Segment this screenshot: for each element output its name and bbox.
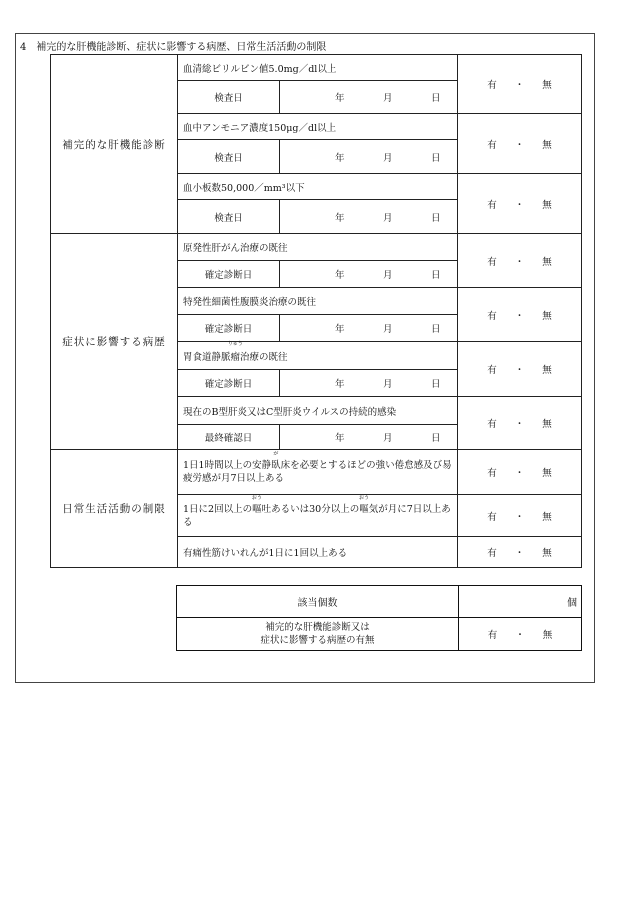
varices-yes-no[interactable]: 有 ・ 無 [458,342,582,397]
history-category: 症状に影響する病歴 [51,234,178,450]
count-field[interactable]: 個 [459,586,582,618]
hcc-yes-no[interactable]: 有 ・ 無 [458,234,582,288]
bilirubin-yes-no[interactable]: 有 ・ 無 [458,55,582,114]
platelet-yes-no[interactable]: 有 ・ 無 [458,174,582,234]
exam-date-field[interactable]: 年 月 日 [280,200,458,234]
cramp-item: 有痛性筋けいれんが1日に1回以上ある [178,537,458,568]
adl-category: 日常生活活動の制限 [51,450,178,568]
liver-category: 補完的な肝機能診断 [51,55,178,234]
diagnosis-date-label: 確定診断日 [178,315,280,342]
presence-yes-no[interactable]: 有 ・ 無 [459,618,582,651]
section-title: 4 補完的な肝機能診断、症状に影響する病歴、日常生活活動の制限 [20,42,327,53]
vomit-item: 1日に2回以上の おう 嘔吐あるいは30分以上の おう 嘔気が月に7日以上ある [178,495,458,537]
diagnosis-date-label: 確定診断日 [178,261,280,288]
ammonia-yes-no[interactable]: 有 ・ 無 [458,114,582,174]
assessment-table [50,54,582,568]
diagnosis-date-field[interactable]: 年 月 日 [280,370,458,397]
hcc-item: 原発性肝がん治療の既往 [178,234,458,261]
bilirubin-item: 血清総ビリルビン値5.0mg／dl以上 [178,55,458,81]
sbp-yes-no[interactable]: 有 ・ 無 [458,288,582,342]
exam-date-field[interactable]: 年 月 日 [280,81,458,114]
cramp-yes-no[interactable]: 有 ・ 無 [458,537,582,568]
count-label: 該当個数 [177,586,459,618]
summary-table [176,585,582,651]
diagnosis-date-field[interactable]: 年 月 日 [280,315,458,342]
varices-item: 胃食道静脈 りゅう 瘤治療の既往 [178,342,458,370]
vomit-yes-no[interactable]: 有 ・ 無 [458,495,582,537]
fatigue-item: 1日1時間以上の安静 が 臥床を必要とするほどの強い倦怠感及び易疲労感が月7日以上ある [178,450,458,495]
exam-date-field[interactable]: 年 月 日 [280,140,458,174]
exam-date-label: 検査日 [178,81,280,114]
presence-label: 補完的な肝機能診断又は 症状に影響する病歴の有無 [177,618,459,651]
diagnosis-date-label: 確定診断日 [178,370,280,397]
hepatitis-item: 現在のB型肝炎又はC型肝炎ウイルスの持続的感染 [178,397,458,425]
exam-date-label: 検査日 [178,140,280,174]
sbp-item: 特発性細菌性腹膜炎治療の既往 [178,288,458,315]
platelet-item: 血小板数50,000／mm³以下 [178,174,458,200]
exam-date-label: 検査日 [178,200,280,234]
diagnosis-date-field[interactable]: 年 月 日 [280,261,458,288]
hepatitis-yes-no[interactable]: 有 ・ 無 [458,397,582,450]
last-confirm-date-label: 最終確認日 [178,425,280,450]
ammonia-item: 血中アンモニア濃度150μg／dl以上 [178,114,458,140]
fatigue-yes-no[interactable]: 有 ・ 無 [458,450,582,495]
last-confirm-date-field[interactable]: 年 月 日 [280,425,458,450]
